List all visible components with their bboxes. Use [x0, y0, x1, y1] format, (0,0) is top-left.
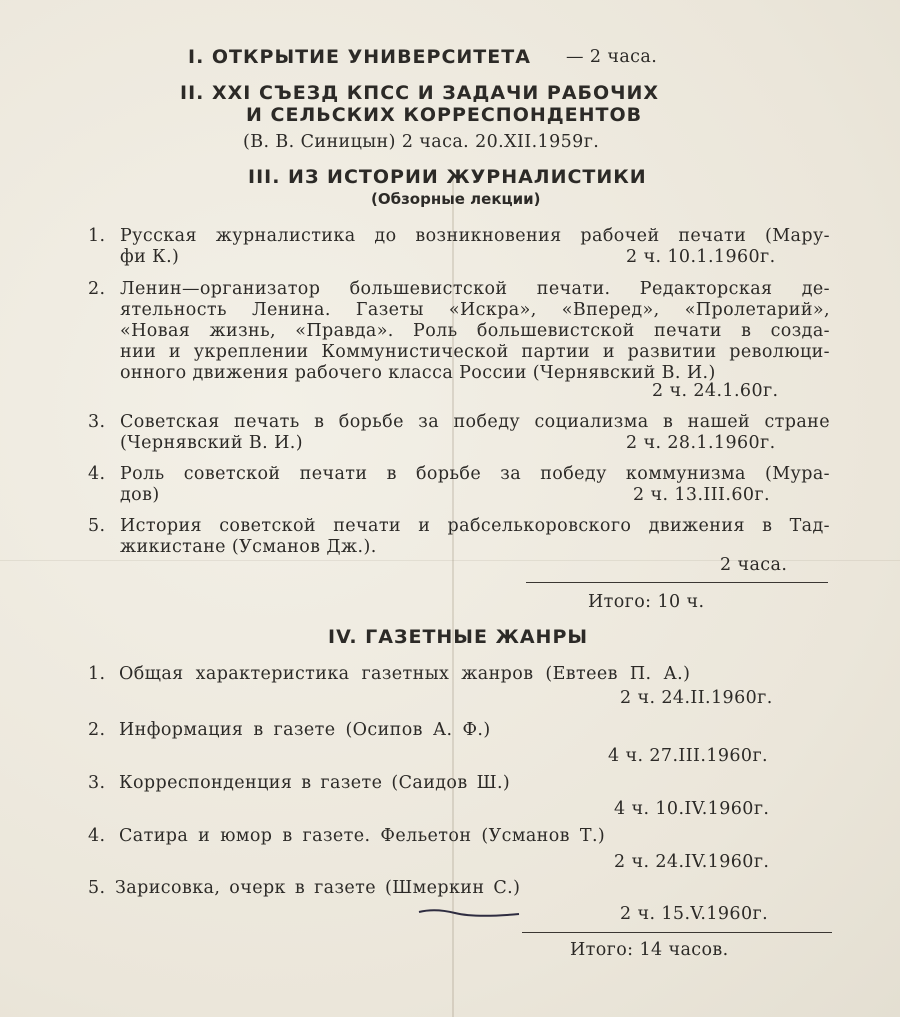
list-item-number: 4.: [88, 826, 106, 846]
total-divider: [522, 932, 832, 933]
section-2-title-line1: II. XXI СЪЕЗД КПСС И ЗАДАЧИ РАБОЧИХ: [180, 82, 660, 104]
list-item-number: 1.: [88, 664, 106, 684]
pen-mark: [415, 905, 525, 919]
section-2-title-line2: И СЕЛЬСКИХ КОРРЕСПОНДЕНТОВ: [246, 104, 643, 126]
list-item-text: Русская журналистика до возникновения рабочей печати (Мару-: [120, 226, 830, 246]
section-4-title: IV. ГАЗЕТНЫЕ ЖАНРЫ: [328, 626, 589, 648]
list-item-number: 5.: [88, 516, 106, 536]
list-item-text: нии и укреплении Коммунистической партии и развитии революци-: [120, 342, 830, 362]
list-item-meta: 2 ч. 24.IV.1960г.: [614, 852, 770, 872]
list-item-text: фи К.): [120, 247, 180, 267]
list-item-meta: 2 ч. 13.III.60г.: [633, 485, 770, 505]
list-item-number: 3.: [88, 412, 106, 432]
list-item-text: жикистане (Усманов Дж.).: [120, 537, 377, 557]
list-item-meta: 2 часа.: [720, 555, 788, 575]
list-item-meta: 2 ч. 10.1.1960г.: [626, 247, 776, 267]
list-item-number: 2.: [88, 279, 106, 299]
list-item-number: 5.: [88, 878, 106, 898]
list-item-number: 4.: [88, 464, 106, 484]
list-item-text: Корреспонденция в газете (Саидов Ш.): [119, 773, 511, 793]
list-item-text: Сатира и юмор в газете. Фельетон (Усманов Т.): [119, 826, 606, 846]
list-item-text: Советская печать в борьбе за победу социализма в нашей стране: [120, 412, 830, 432]
list-item-text: Общая характеристика газетных жанров (Евтеев П. А.): [119, 664, 691, 684]
section-3-subtitle: (Обзорные лекции): [371, 190, 541, 208]
list-item-meta: 2 ч. 15.V.1960г.: [620, 904, 769, 924]
list-item-text: Ленин—организатор большевистской печати. Редакторская де-: [120, 279, 830, 299]
list-item-text: дов): [120, 485, 160, 505]
list-item-meta: 2 ч. 24.II.1960г.: [620, 688, 773, 708]
section-1-title: I. ОТКРЫТИЕ УНИВЕРСИТЕТА: [188, 46, 531, 68]
list-item-meta: 4 ч. 10.IV.1960г.: [614, 799, 770, 819]
section-1-hours: — 2 часа.: [566, 47, 658, 67]
section-3-total: Итого: 10 ч.: [588, 592, 705, 612]
list-item-number: 3.: [88, 773, 106, 793]
section-2-detail: (В. В. Синицын) 2 часа. 20.XII.1959г.: [243, 132, 600, 152]
list-item-meta: 4 ч. 27.III.1960г.: [608, 746, 768, 766]
list-item-meta: 2 ч. 24.1.60г.: [652, 381, 779, 401]
list-item-text: Зарисовка, очерк в газете (Шмеркин С.): [115, 878, 521, 898]
section-4-total: Итого: 14 часов.: [570, 940, 729, 960]
list-item-text: Информация в газете (Осипов А. Ф.): [119, 720, 491, 740]
section-3-title: III. ИЗ ИСТОРИИ ЖУРНАЛИСТИКИ: [248, 166, 647, 188]
list-item-text: История советской печати и рабселькоровского движения в Тад-: [120, 516, 830, 536]
list-item-text: онного движения рабочего класса России (Чернявский В. И.): [120, 363, 716, 383]
list-item-text: Роль советской печати в борьбе за победу коммунизма (Мура-: [120, 464, 830, 484]
list-item-text: «Новая жизнь, «Правда». Роль большевистской печати в созда-: [120, 321, 830, 341]
list-item-number: 1.: [88, 226, 106, 246]
total-divider: [526, 582, 828, 583]
list-item-meta: 2 ч. 28.1.1960г.: [626, 433, 776, 453]
list-item-text: ятельность Ленина. Газеты «Искра», «Вперед», «Пролетарий»,: [120, 300, 830, 320]
list-item-text: (Чернявский В. И.): [120, 433, 303, 453]
list-item-number: 2.: [88, 720, 106, 740]
